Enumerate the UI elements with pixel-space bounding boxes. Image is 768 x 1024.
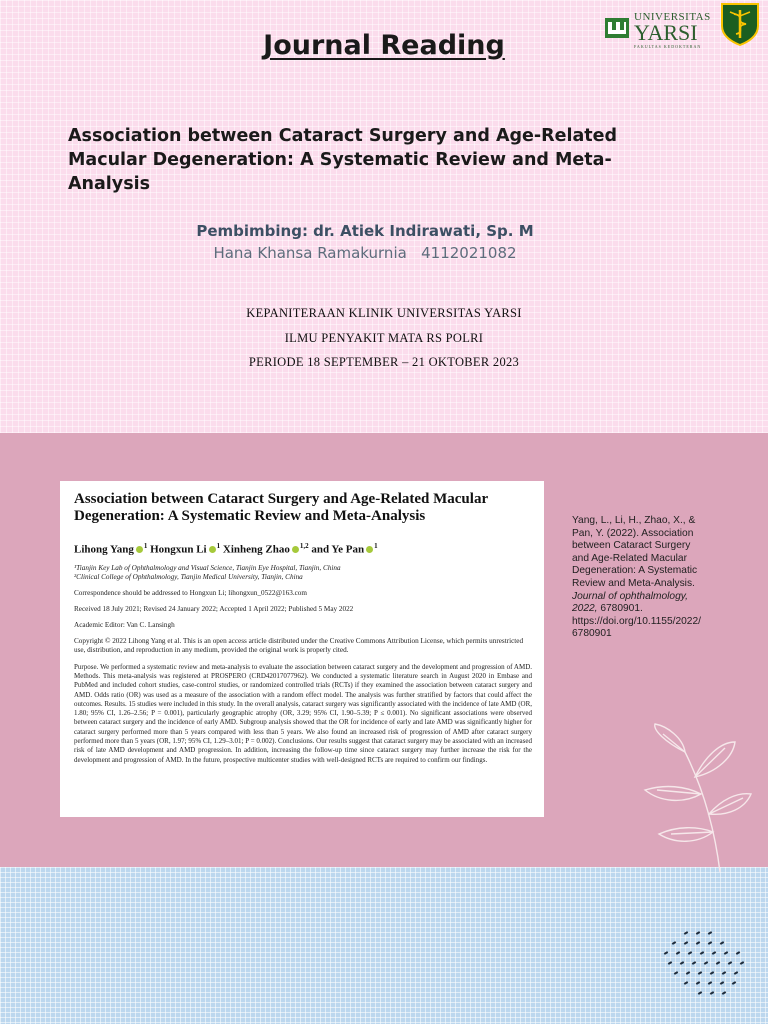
- article-abstract: Purpose. We performed a systematic review and meta-analysis to evaluate the association between cataract surgery and the development and progression of AMD. Methods. This meta-analysis was registered at PROSPERO (CRD42017077962). We conducted a systematic literature search in August 2020 in Embase and PubMed and included cohort studies, case-control studies, or randomized controlled trials (RCTs) if they examined the association between cataract surgery and AMD. Odds ratio (OR) was used as a measure of the association with a random effect model. The analysis was further stratified by factors that could affect the outcomes. Results. 15 studies were included in this study. In the overall analysis, cataract surgery was significantly associated with the incidence of late AMD (OR, 1.80; 95% CI, 1.26–2.56; P = 0.001), particularly geographic atrophy (OR, 3.29; 95% CI, 1.90–5.39; P ≤ 0.001). No significant associations were observed between cataract surgery and the incidence of early AMD. Subgroup analysis showed that the OR for incidence of early and late AMD was significantly higher for cataract surgery performed more than 5 years compared with less than 5 years. We also found an increased risk of progression of AMD after cataract surgery performed more than 5 years (OR, 1.97; 95% CI, 1.29–3.01; P = 0.002). Conclusions. Our results suggest that cataract surgery may be associated with an increased risk of late AMD development and AMD progression. In addition, increasing the follow-up time since cataract surgery may further increase the risk for the development and progression of AMD. In the future, prospective multicenter studies with well-designed RCTs are required to confirm our findings.: [74, 662, 533, 764]
- affiliation-2: ²Clinical College of Ophthalmology, Tianjin Medical University, Tianjin, China: [74, 572, 303, 581]
- citation-journal: Journal of ophthalmology, 2022,: [572, 590, 688, 615]
- article-title: Association between Cataract Surgery and Age-Related Macular Degeneration: A Systematic Review and Meta-Analysis: [74, 491, 488, 524]
- dot-pattern-decoration: [654, 926, 754, 1006]
- article-authors: [74, 542, 532, 556]
- citation-text: [572, 515, 702, 641]
- author-affiliation-mark: 1: [143, 542, 148, 550]
- info-line-department: ILMU PENYAKIT MATA RS POLRI: [284, 331, 484, 345]
- article-correspondence: Correspondence should be addressed to Hongxun Li; lihongxun_0522@163.com: [74, 588, 307, 597]
- bottom-section: [0, 867, 768, 1024]
- orcid-icon: [292, 546, 299, 553]
- author-affiliation-mark: 1: [374, 542, 378, 550]
- logo-line-universitas: UNIVERSITAS: [634, 11, 711, 23]
- logo-line-faculty: FAKULTAS KEDOKTERAN: [634, 44, 702, 49]
- info-line-period: PERIODE 18 SEPTEMBER – 21 OKTOBER 2023: [248, 355, 520, 369]
- orcid-icon: [136, 546, 143, 553]
- citation-id: 6780901.: [600, 603, 643, 615]
- citation-doi: https://doi.org/10.1155/2022/6780901: [572, 615, 701, 640]
- author-name: Hongxun Li: [150, 543, 207, 556]
- article-dates: Received 18 July 2021; Revised 24 January 2022; Accepted 1 April 2022; Published 5 May 2022: [74, 604, 354, 613]
- article-affiliations: [74, 564, 532, 582]
- author-name: Lihong Yang: [74, 543, 134, 556]
- article-copyright: Copyright © 2022 Lihong Yang et al. This is an open access article distributed under the Creative Commons Attribution License, which permits unrestricted use, distribution, and reproduction in any medium, provided the original work is properly cited.: [74, 636, 524, 654]
- article-snapshot: [60, 481, 544, 817]
- citation-authors: Yang, L., Li, H., Zhao, X., & Pan, Y. (2022). Association between Cataract Surgery and Age-Related Macular Degeneration: A Systematic Review and Meta-Analysis.: [572, 515, 698, 589]
- article-editor: Academic Editor: Van C. Lansingh: [74, 620, 175, 629]
- orcid-icon: [366, 546, 373, 553]
- student-name: Hana Khansa Ramakurnia 4112021082: [213, 244, 517, 262]
- supervisor-name: Pembimbing: dr. Atiek Indirawati, Sp. M: [196, 222, 534, 240]
- author-affiliation-mark: 1: [216, 542, 221, 550]
- author-name: Ye Pan: [331, 543, 365, 556]
- page-title: Journal Reading: [263, 30, 505, 61]
- affiliation-1: ¹Tianjin Key Lab of Ophthalmology and Visual Science, Tianjin Eye Hospital, Tianjin, China: [74, 563, 341, 572]
- author-name: Xinheng Zhao: [222, 543, 290, 556]
- author-conjunction: and: [311, 543, 330, 556]
- leaf-decoration-icon: [625, 722, 755, 872]
- orcid-icon: [209, 546, 216, 553]
- logo-line-yarsi: YARSI: [634, 20, 698, 45]
- author-affiliation-mark: 1,2: [299, 542, 309, 550]
- info-line-clerkship: KEPANITERAAN KLINIK UNIVERSITAS YARSI: [246, 306, 522, 320]
- paper-title: Association between Cataract Surgery and Age-Related Macular Degeneration: A Systematic Review and Meta-Analysis: [68, 126, 618, 194]
